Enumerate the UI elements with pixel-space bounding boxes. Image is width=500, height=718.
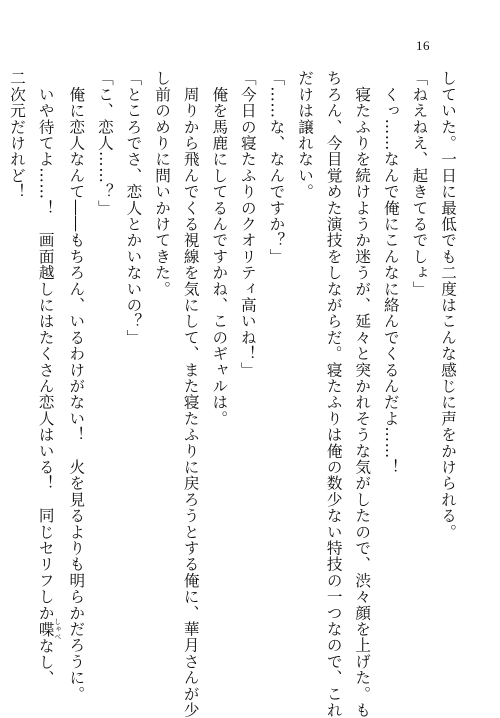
ruby-base: 喋	[36, 617, 55, 641]
page-number: 16	[416, 38, 430, 53]
text-line: だけは譲れない。	[296, 70, 315, 200]
text-line: 俺に恋人なんて――もちろん、いるわけがない！ 火を見るよりも明らかだろうに。	[67, 70, 86, 702]
text-line: ちろん、今目覚めた演技をしながらだ。寝たふりは俺の数少ない特技の一つなので、これ	[324, 70, 343, 718]
text-line	[0, 70, 3, 670]
text-line: 「ねえねえ、起きてるでしょ」	[410, 70, 429, 297]
text-segment: なし、	[36, 637, 55, 687]
text-line: 周りから飛んでくる視線を気にして、また寝たふりに戻ろうとする俺に、華月さんが少	[181, 70, 200, 718]
text-line: 寝たふりを続けようか迷うが、延々と突かれそうな気がしたので、渋々顔を上げた。も	[353, 70, 372, 718]
ruby-reading: しゃべ	[53, 617, 62, 641]
text-segment: いや待てよ……！ 画面越しにはたくさん恋人はいる！ 同じセリフしか	[36, 70, 55, 621]
vertical-text-body	[8, 70, 462, 718]
text-line: 「こ、恋人……？」	[95, 70, 114, 216]
text-line: 「ところでさ、恋人とかいないの？」	[124, 70, 143, 346]
text-line: していた。一日に最低でも二度はこんな感じに声をかけられる。	[439, 70, 457, 540]
text-line: し前のめりに問いかけてきた。	[153, 70, 172, 297]
text-line: 「……な、なんですか？」	[267, 70, 286, 265]
text-line: 「今日の寝たふりのクオリティ高いね！」	[238, 70, 257, 378]
ruby-word	[36, 617, 62, 641]
text-line: 二次元だけれど！	[8, 70, 27, 200]
text-line: 俺を馬鹿にしてるんですかね、このギャルは。	[210, 70, 229, 427]
text-line-with-ruby	[31, 70, 62, 687]
text-line: くっ……なんで俺にこんなに絡んでくるんだよ……！	[381, 70, 400, 475]
